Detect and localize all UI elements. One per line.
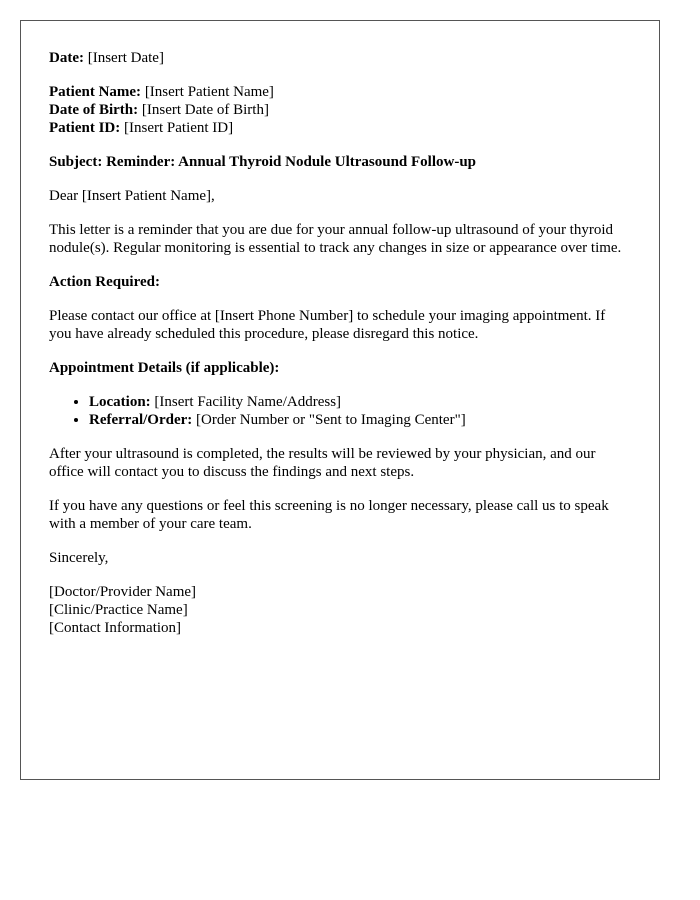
patient-id-label: Patient ID: [49,120,121,136]
action-heading: Action Required: [49,274,160,290]
patient-name-line [49,83,631,101]
salutation: Dear [Insert Patient Name], [49,188,215,204]
provider-name: [Doctor/Provider Name] [49,584,197,600]
action-paragraph: Please contact our office at [Insert Phone Number] to schedule your imaging appointment. If you have already scheduled this procedure, please disregard this notice. [49,308,606,342]
closing: Sincerely, [49,550,109,566]
subject-line: Subject: Reminder: Annual Thyroid Nodule Ultrasound Follow-up [49,154,477,170]
referral-value: [Order Number or "Sent to Imaging Center"] [196,412,466,428]
contact-information: [Contact Information] [49,620,182,636]
date-of-birth-label: Date of Birth: [49,102,139,118]
patient-name-label: Patient Name: [49,84,142,100]
patient-info [49,83,631,137]
date-label: Date: [49,50,84,66]
date-of-birth-line [49,101,631,119]
referral-label: Referral/Order: [89,412,193,428]
location-item [89,393,631,411]
clinic-name: [Clinic/Practice Name] [49,602,188,618]
location-value: [Insert Facility Name/Address] [154,394,342,410]
date-line [49,49,631,67]
appointment-details-list [49,393,631,429]
patient-id-value: [Insert Patient ID] [124,120,234,136]
appointment-heading: Appointment Details (if applicable): [49,360,280,376]
intro-paragraph: This letter is a reminder that you are due for your annual follow-up ultrasound of your thyroid nodule(s). Regular monitoring is essential to track any changes in size or appearance over time. [49,222,622,256]
patient-name-value: [Insert Patient Name] [144,84,274,100]
date-value: [Insert Date] [87,50,164,66]
letter-page [20,20,660,780]
patient-id-line [49,119,631,137]
results-paragraph: After your ultrasound is completed, the results will be reviewed by your physician, and our office will contact you to discuss the findings and next steps. [49,446,596,480]
referral-item [89,411,631,429]
questions-paragraph: If you have any questions or feel this screening is no longer necessary, please call us to speak with a member of your care team. [49,498,609,532]
date-of-birth-value: [Insert Date of Birth] [141,102,269,118]
signature-block [49,583,631,637]
location-label: Location: [89,394,151,410]
